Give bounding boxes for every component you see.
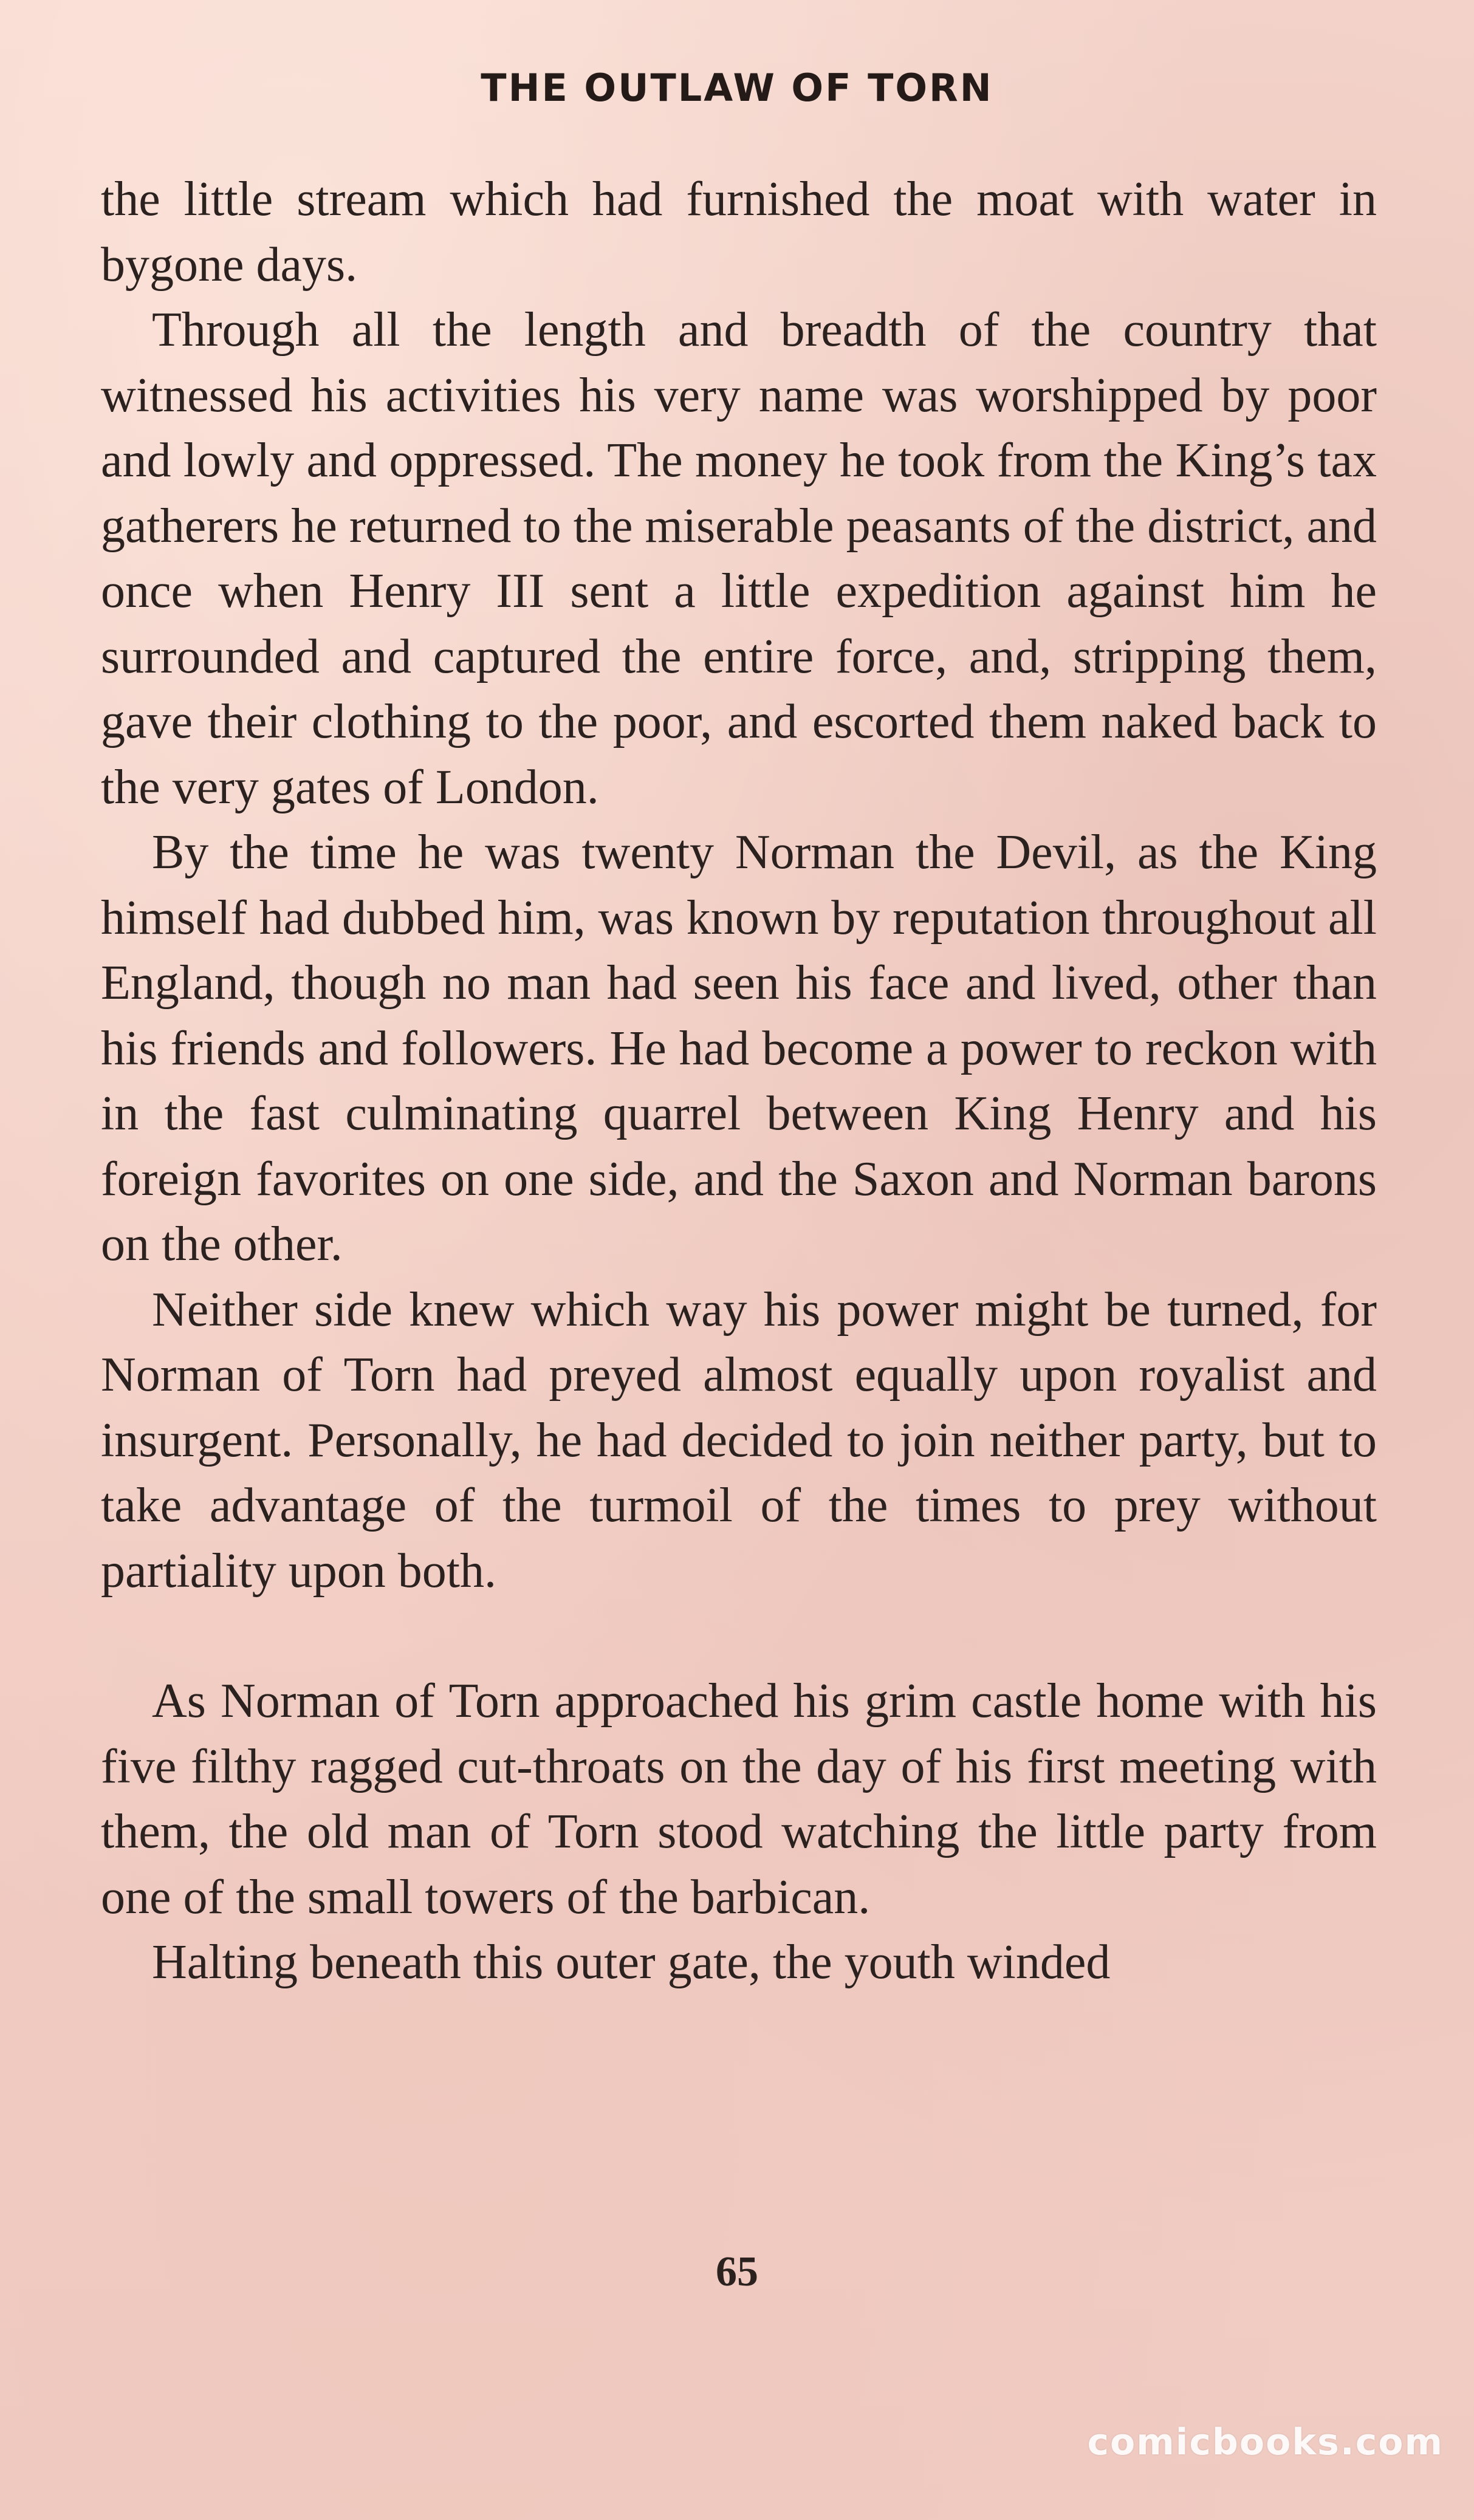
paragraph: Halting beneath this outer gate, the youth winded (152, 1936, 1111, 1989)
body-text (101, 167, 1377, 1996)
paragraph: By the time he was twenty Norman the Devil, as the King himself had dubbed him, was known by reputation throughout all England, though no man had seen his face and lived, other than his friends and followers. He had become a power to reckon with in the fast culminating quarrel between King Henry and his foreign favorites on one side, and the Saxon and Norman barons on the other. (101, 826, 1377, 1271)
running-head: THE OUTLAW OF TORN (481, 66, 993, 110)
page-number: 65 (716, 2248, 758, 2295)
paragraph-continuation: the little stream which had furnished the moat with water in bygone days. (101, 173, 1377, 292)
paragraph: Neither side knew which way his power might be turned, for Norman of Torn had preyed almost equally upon royalist and insurgent. Personally, he had decided to join neither party, but to take advantage of the turmoil of the times to prey without partiality upon both. (101, 1282, 1377, 1598)
watermark: comicbooks.com (1087, 2421, 1444, 2464)
paragraph: Through all the length and breadth of the country that witnessed his activities his very name was worshipped by poor and lowly and oppressed. The money he took from the King’s tax gatherers he returned to the miserable peasants of the district, and once when Henry III sent a little expedition against him he surrounded and captured the entire force, and, stripping them, gave their clothing to the poor, and escorted them naked back to the very gates of London. (101, 303, 1377, 814)
paragraph-section-start: As Norman of Torn approached his grim castle home with his five filthy ragged cut-throats on the day of his first meeting with them, the old man of Torn stood watching the little party from one of the small towers of the barbican. (101, 1674, 1377, 1924)
